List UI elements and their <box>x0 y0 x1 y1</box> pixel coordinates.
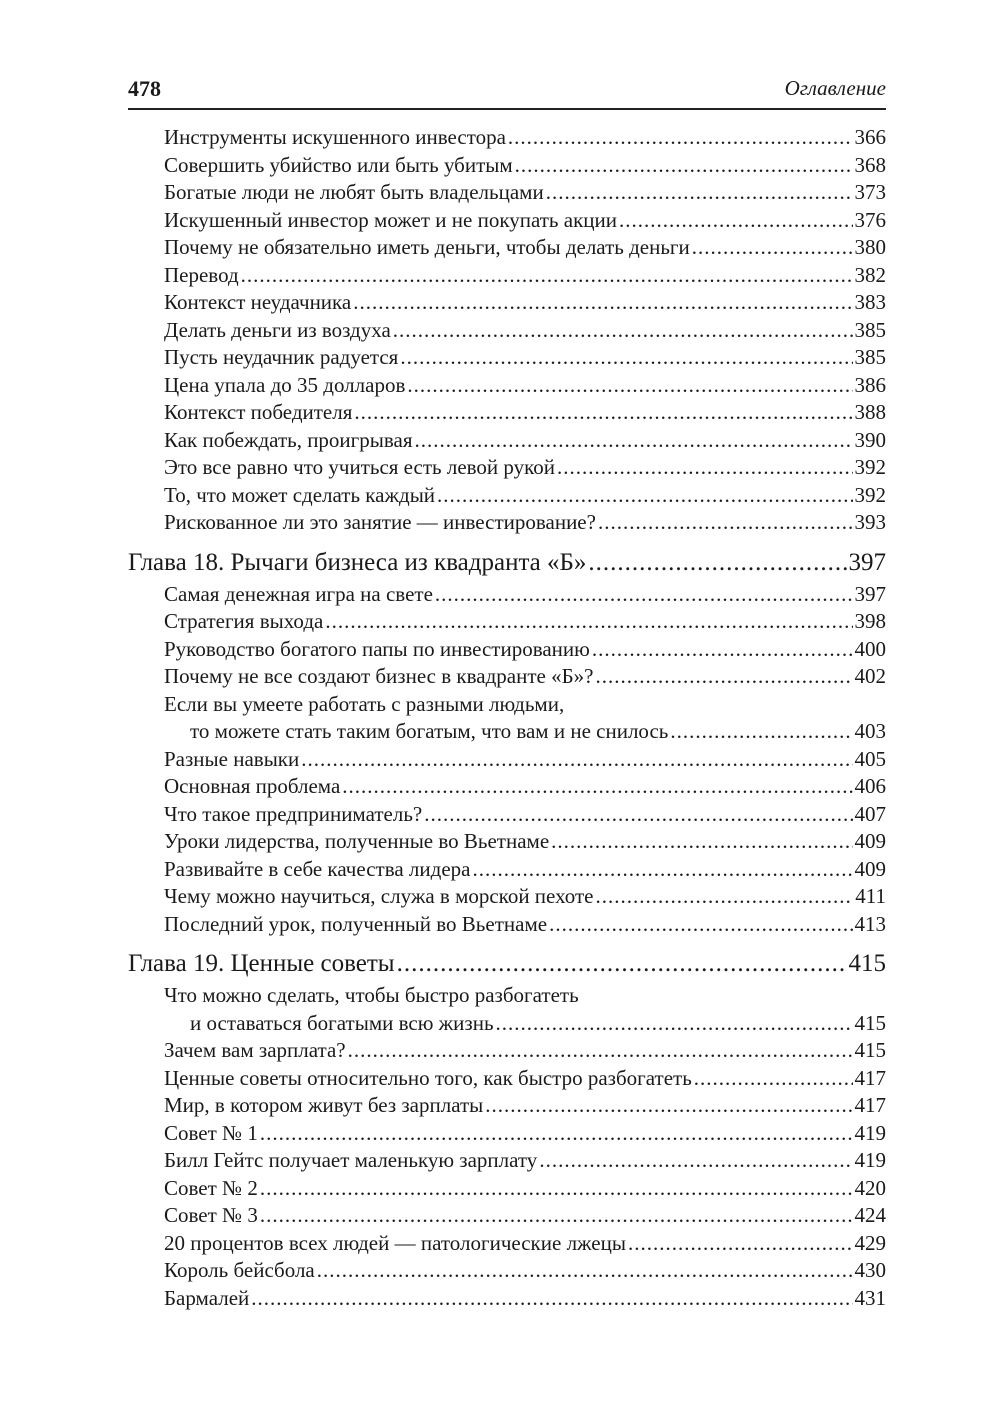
entry-title: Богатые люди не любят быть владельцами <box>164 180 544 204</box>
leader-dots <box>397 946 847 982</box>
entry-page: 415 <box>854 1038 886 1062</box>
leader-dots <box>595 663 852 691</box>
entry-page: 390 <box>854 427 886 452</box>
entry-title-line1: Если вы умеете работать с разными людьми, <box>164 691 565 716</box>
chapter-title: Глава 19. Ценные советы <box>128 950 395 977</box>
entry-title: Почему не все создают бизнес в квадранте «Б»? <box>164 664 594 688</box>
toc-entry <box>128 636 886 664</box>
leader-dots <box>407 372 852 400</box>
entry-page: 392 <box>854 482 886 507</box>
leader-dots <box>400 344 852 372</box>
entry-title-line2: и оставаться богатыми всю жизнь <box>190 1010 494 1035</box>
toc-chapter-18 <box>128 545 886 581</box>
entry-title: 20 процентов всех людей — патологические лжецы <box>164 1230 626 1255</box>
entry-page: 388 <box>854 400 886 424</box>
toc-group-2b <box>128 746 886 939</box>
entry-page: 400 <box>854 636 886 661</box>
leader-dots <box>515 152 853 180</box>
toc-entry <box>128 234 886 262</box>
entry-title: Инструменты искушенного инвестора <box>164 125 506 149</box>
leader-dots <box>260 1175 853 1203</box>
entry-title: Развивайте в себе качества лидера <box>164 856 471 881</box>
entry-page: 405 <box>854 746 886 771</box>
entry-page: 429 <box>854 1230 886 1255</box>
entry-title: Делать деньги из воздуха <box>164 317 391 342</box>
toc-entry <box>128 1257 886 1285</box>
toc-group-2a <box>128 581 886 691</box>
entry-title: Искушенный инвестор может и не покупать акции <box>164 207 617 232</box>
entry-title: Это все равно что учиться есть левой рукой <box>164 455 556 479</box>
entry-page: 373 <box>854 180 886 204</box>
leader-dots <box>260 1120 853 1148</box>
entry-title: То, что может сделать каждый <box>164 482 436 507</box>
entry-page: 366 <box>854 125 886 149</box>
toc-entry <box>128 608 886 636</box>
leader-dots <box>437 482 852 510</box>
leader-dots <box>260 1202 853 1230</box>
entry-page: 392 <box>854 455 886 479</box>
toc-group-3 <box>128 1037 886 1312</box>
leader-dots <box>628 1230 853 1258</box>
toc-entry <box>128 1285 886 1313</box>
leader-dots <box>496 1010 853 1038</box>
chapter-page: 415 <box>848 950 886 977</box>
entry-title: Совет № 3 <box>164 1203 258 1227</box>
entry-title: Основная проблема <box>164 774 341 798</box>
leader-dots <box>670 718 852 746</box>
entry-title: Пусть неудачник радуется <box>164 345 399 369</box>
entry-title: Последний урок, полученный во Вьетнаме <box>164 911 548 936</box>
toc-entry <box>128 399 886 427</box>
entry-title-line1: Что можно сделать, чтобы быстро разбогатеть <box>164 983 579 1007</box>
toc-entry <box>128 1230 886 1258</box>
leader-dots <box>354 399 852 427</box>
toc-entry-multiline-second <box>128 718 886 746</box>
toc-entry <box>128 509 886 537</box>
toc-chapter-19 <box>128 946 886 982</box>
leader-dots <box>551 828 852 856</box>
entry-page: 417 <box>854 1065 886 1090</box>
entry-title: Рискованное ли это занятие — инвестирование? <box>164 510 596 534</box>
entry-title: Билл Гейтс получает маленькую зарплату <box>164 1148 538 1172</box>
entry-page: 376 <box>854 207 886 232</box>
entry-title: Уроки лидерства, полученные во Вьетнаме <box>164 829 550 853</box>
toc-entry <box>128 262 886 290</box>
entry-page: 411 <box>855 884 886 908</box>
leader-dots <box>485 1092 852 1120</box>
entry-title: Стратегия выхода <box>164 609 324 633</box>
entry-page: 397 <box>854 581 886 606</box>
entry-page: 407 <box>854 801 886 826</box>
entry-page: 403 <box>854 719 886 743</box>
toc-entry <box>128 581 886 609</box>
entry-page: 382 <box>854 262 886 287</box>
leader-dots <box>596 883 854 911</box>
leader-dots <box>692 234 853 262</box>
entry-page: 409 <box>854 829 886 853</box>
toc-entry-multiline-first <box>128 691 886 719</box>
entry-title: Перевод <box>164 262 239 287</box>
leader-dots <box>241 262 853 290</box>
entry-title: Король бейсбола <box>164 1258 315 1282</box>
leader-dots <box>424 801 852 829</box>
entry-title: Почему не обязательно иметь деньги, чтобы делать деньги <box>164 235 690 259</box>
toc-entry <box>128 1120 886 1148</box>
leader-dots <box>317 1257 853 1285</box>
leader-dots <box>415 427 853 455</box>
toc-entry-multiline-second <box>128 1010 886 1038</box>
toc-entry <box>128 152 886 180</box>
entry-page: 430 <box>854 1258 886 1282</box>
toc-entry <box>128 746 886 774</box>
entry-page: 383 <box>854 290 886 314</box>
entry-title: Чему можно научиться, служа в морской пехоте <box>164 884 594 908</box>
entry-title: Контекст неудачника <box>164 290 352 314</box>
entry-title: Самая денежная игра на свете <box>164 581 433 606</box>
entry-page: 413 <box>854 911 886 936</box>
entry-page: 424 <box>854 1203 886 1227</box>
toc-entry <box>128 1037 886 1065</box>
entry-page: 419 <box>854 1148 886 1172</box>
leader-dots <box>348 1037 853 1065</box>
entry-page: 402 <box>854 664 886 688</box>
toc-entry <box>128 883 886 911</box>
leader-dots <box>325 608 852 636</box>
leader-dots <box>251 1285 852 1313</box>
toc-entry <box>128 911 886 939</box>
entry-page: 417 <box>854 1093 886 1117</box>
leader-dots <box>592 636 853 664</box>
toc-entry <box>128 124 886 152</box>
leader-dots <box>549 911 852 939</box>
toc-entry <box>128 1202 886 1230</box>
entry-page: 406 <box>854 774 886 798</box>
entry-page: 386 <box>854 372 886 397</box>
toc-entry <box>128 1175 886 1203</box>
entry-title: Контекст победителя <box>164 400 353 424</box>
toc-entry <box>128 1092 886 1120</box>
entry-title: Совершить убийство или быть убитым <box>164 152 513 177</box>
chapter-title: Глава 18. Рычаги бизнеса из квадранта «Б» <box>128 548 587 576</box>
entry-title: Зачем вам зарплата? <box>164 1038 346 1062</box>
toc-entry <box>128 1147 886 1175</box>
toc-entry <box>128 289 886 317</box>
toc-entry <box>128 372 886 400</box>
toc-entry <box>128 317 886 345</box>
entry-title: Совет № 2 <box>164 1175 258 1200</box>
entry-title-line2: то можете стать таким богатым, что вам и не снилось <box>190 719 669 743</box>
entry-page: 385 <box>854 345 886 369</box>
leader-dots <box>598 509 853 537</box>
entry-page: 380 <box>854 235 886 259</box>
leader-dots <box>301 746 852 774</box>
leader-dots <box>694 1065 853 1093</box>
chapter-page: 397 <box>848 548 886 576</box>
leader-dots <box>546 179 853 207</box>
toc-entry <box>128 179 886 207</box>
entry-title: Что такое предприниматель? <box>164 801 423 826</box>
entry-title: Разные навыки <box>164 746 300 771</box>
entry-page: 368 <box>854 152 886 177</box>
running-title: Оглавление <box>784 76 886 100</box>
toc-group-1 <box>128 124 886 537</box>
entry-page: 409 <box>854 856 886 881</box>
entry-title: Руководство богатого папы по инвестированию <box>164 636 590 661</box>
entry-title: Совет № 1 <box>164 1120 258 1145</box>
entry-page: 398 <box>854 609 886 633</box>
leader-dots <box>588 545 846 581</box>
toc-entry <box>128 663 886 691</box>
entry-page: 393 <box>854 510 886 534</box>
entry-page: 419 <box>854 1120 886 1145</box>
entry-page: 431 <box>854 1285 886 1310</box>
toc-entry <box>128 454 886 482</box>
page-header <box>128 76 886 110</box>
leader-dots <box>353 289 852 317</box>
leader-dots <box>539 1147 852 1175</box>
toc-entry <box>128 207 886 235</box>
leader-dots <box>619 207 853 235</box>
page-number: 478 <box>128 76 161 101</box>
toc-entry <box>128 773 886 801</box>
entry-page: 420 <box>854 1175 886 1200</box>
toc-entry <box>128 828 886 856</box>
toc-entry <box>128 1065 886 1093</box>
leader-dots <box>557 454 852 482</box>
toc-entry <box>128 344 886 372</box>
toc-entry <box>128 427 886 455</box>
toc-entry <box>128 801 886 829</box>
leader-dots <box>435 581 853 609</box>
toc-entry-multiline-first <box>128 982 886 1010</box>
entry-page: 385 <box>854 317 886 342</box>
leader-dots <box>393 317 853 345</box>
entry-page: 415 <box>854 1010 886 1035</box>
toc-entry <box>128 856 886 884</box>
leader-dots <box>472 856 852 884</box>
entry-title: Бармалей <box>164 1285 250 1310</box>
leader-dots <box>342 773 852 801</box>
table-of-contents <box>128 124 886 1312</box>
entry-title: Ценные советы относительно того, как быстро разбогатеть <box>164 1065 692 1090</box>
entry-title: Мир, в котором живут без зарплаты <box>164 1093 484 1117</box>
entry-title: Цена упала до 35 долларов <box>164 372 406 397</box>
toc-entry <box>128 482 886 510</box>
leader-dots <box>508 124 853 152</box>
entry-title: Как побеждать, проигрывая <box>164 427 413 452</box>
